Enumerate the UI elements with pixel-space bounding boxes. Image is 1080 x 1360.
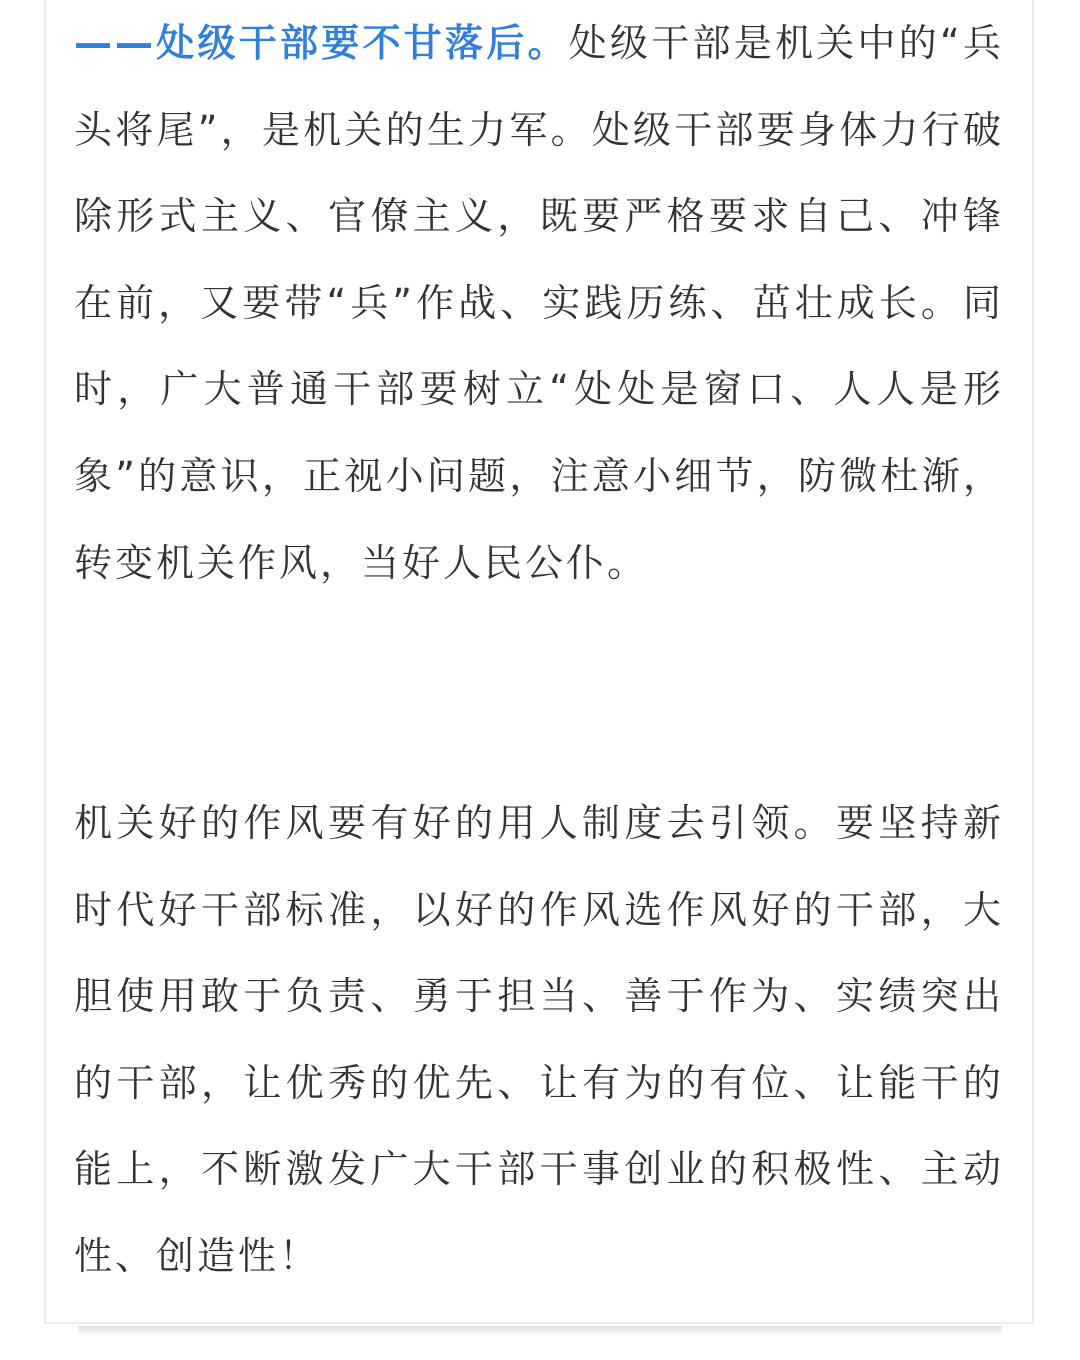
paragraph-1-body: 处级干部是机关中的“兵头将尾”，是机关的生力军。处级干部要身体力行破除形式主义、官僚主义，既要严格要求自己、冲锋在前，又要带“兵”作战、实践历练、茁壮成长。同时，广大普通干部要树立“处处是窗口、人人是形象”的意识，正视小问题，注意小细节，防微杜渐，转变机关作风，当好人民公仆。 (74, 21, 1004, 585)
paragraph-2 (74, 780, 1004, 1300)
paragraph-1 (74, 0, 1004, 606)
card-bottom-shadow (78, 1326, 1002, 1336)
paragraph-2-body: 机关好的作风要有好的用人制度去引领。要坚持新时代好干部标准，以好的作风选作风好的干部，大胆使用敢于负责、勇于担当、善于作为、实绩突出的干部，让优秀的优先、让有为的有位、让能干的能上，不断激发广大干部干事创业的积极性、主动性、创造性！ (74, 801, 1004, 1278)
paragraph-1-lead-heading: ——处级干部要不甘落后。 (74, 21, 569, 65)
